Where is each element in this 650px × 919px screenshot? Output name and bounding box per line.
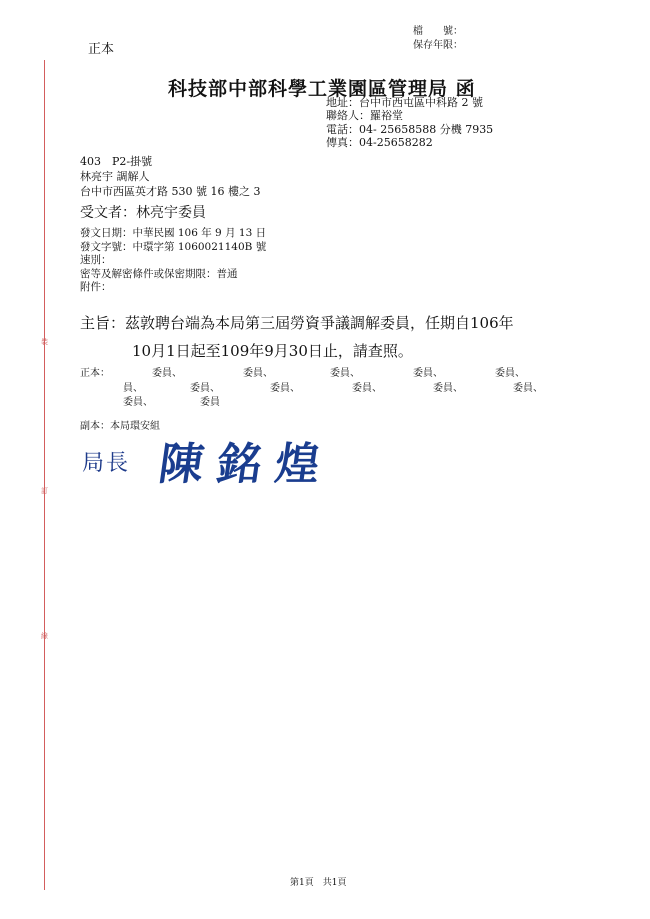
binding-mark-zhuang: 裝 <box>41 338 48 346</box>
file-meta <box>413 25 463 53</box>
distribution-entry: 委員、 <box>513 382 543 394</box>
distribution-entry: 委員、 <box>270 382 300 394</box>
distribution-entry: 委員、 <box>190 382 220 394</box>
contact-fax: 傳真：04-25658282 <box>326 136 433 150</box>
director-title: 局長 <box>82 451 131 476</box>
binding-mark-xian: 線 <box>41 632 48 640</box>
speed-class: 速別： <box>80 254 112 267</box>
mailing-line-2: 林亮宇 調解人 <box>80 170 150 183</box>
distribution-row-1 <box>80 367 600 382</box>
subject-line-2: 10月1日起至109年9月30日止，請查照。 <box>132 342 413 360</box>
distribution-entry: 委員、 <box>433 382 463 394</box>
subject-line-1: 主旨：茲敦聘台端為本局第三屆勞資爭議調解委員，任期自106年 <box>80 314 514 332</box>
distribution-entry: 委員 <box>200 397 220 408</box>
distribution-entry: 委員、 <box>495 368 525 379</box>
document-title: 科技部中部科學工業園區管理局 函 <box>168 78 476 100</box>
copy-label: 正本 <box>88 42 115 57</box>
distribution-entry: 委員、 <box>413 368 443 379</box>
contact-phone: 電話：04- 25658588 分機 7935 <box>326 122 494 136</box>
distribution-row-2 <box>80 382 600 397</box>
recipient: 受文者：林亮宇委員 <box>80 205 206 221</box>
subject <box>80 309 514 365</box>
contact-person: 聯絡人：羅裕堂 <box>326 109 403 123</box>
issue-meta <box>80 227 266 295</box>
binding-mark-ding: 訂 <box>41 487 48 495</box>
org-address: 地址：台中市西屯區中科路 2 號 <box>326 96 483 109</box>
issue-date: 發文日期：中華民國 106 年 9 月 13 日 <box>80 227 267 239</box>
binding-line <box>44 60 45 890</box>
distribution-entry: 委員、 <box>352 382 382 394</box>
distribution-entry: 員、 <box>123 382 143 394</box>
mailing-block <box>80 154 260 199</box>
attachments: 附件： <box>80 281 112 294</box>
distribution-entry: 委員、 <box>123 397 153 408</box>
file-number-label: 檔 號： <box>413 26 463 37</box>
issue-number: 發文字號：中環字第 1060021140B 號 <box>80 240 267 253</box>
distribution-list <box>80 367 600 411</box>
distribution-entry: 委員、 <box>330 368 360 379</box>
distribution-row-3 <box>80 396 600 411</box>
carbon-copy: 副本：本局環安組 <box>80 421 160 432</box>
contact-block <box>326 96 493 150</box>
mailing-line-1: 403 P2-掛號 <box>80 155 153 168</box>
distribution-entry: 委員、 <box>243 368 273 379</box>
director-signature-seal: 陳銘煌 <box>155 439 337 490</box>
distribution-label: 正本： <box>80 368 110 379</box>
mailing-line-3: 台中市西區英才路 530 號 16 樓之 3 <box>80 185 261 198</box>
retention-label: 保存年限： <box>413 40 463 51</box>
security-class: 密等及解密條件或保密期限：普通 <box>80 267 238 280</box>
distribution-entry: 委員、 <box>152 368 182 379</box>
page-footer: 第1頁 共1頁 <box>290 878 347 888</box>
